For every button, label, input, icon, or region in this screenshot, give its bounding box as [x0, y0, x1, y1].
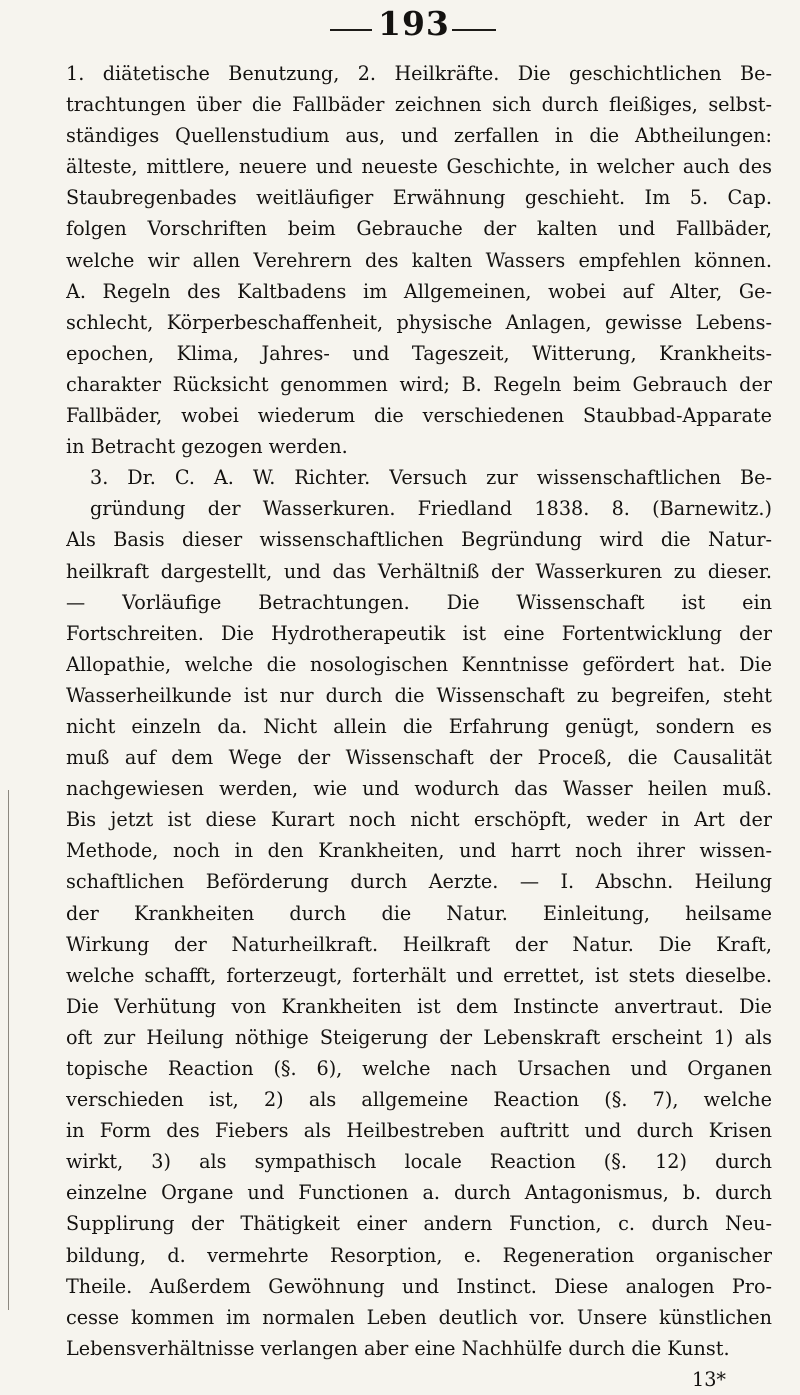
text-line: — Vorläufige Betrachtungen. Die Wissenschaft ist ein: [66, 590, 772, 614]
text-line: schaftlichen Beförderung durch Aerzte. — I. Abschn. Heilung: [66, 870, 772, 894]
text-line: oft zur Heilung nöthige Steigerung der Lebenskraft erscheint 1) als: [66, 1025, 772, 1049]
text-line: einzelne Organe und Functionen a. durch Antagonismus, b. durch: [66, 1181, 772, 1205]
signature-mark: 13*: [691, 1367, 726, 1391]
text-line: Wirkung der Naturheilkraft. Heilkraft der Natur. Die Kraft,: [66, 932, 772, 956]
text-line: Die Verhütung von Krankheiten ist dem Instincte anvertraut. Die: [66, 994, 772, 1018]
body-text: [66, 58, 772, 1395]
text-line: Wasserheilkunde ist nur durch die Wissenschaft zu begreifen, steht: [66, 683, 772, 707]
page-number: 193: [378, 4, 450, 43]
text-line: nachgewiesen werden, wie und wodurch das Wasser heilen muß.: [66, 777, 772, 801]
text-line: charakter Rücksicht genommen wird; B. Regeln beim Gebrauch der: [66, 372, 772, 396]
text-line: trachtungen über die Fallbäder zeichnen sich durch fleißiges, selbst-: [66, 93, 772, 117]
header-rule-left: [330, 29, 372, 31]
text-line: welche wir allen Verehrern des kalten Wassers empfehlen können.: [66, 248, 772, 272]
text-line: Als Basis dieser wissenschaftlichen Begründung wird die Natur-: [66, 528, 772, 552]
text-line: heilkraft dargestellt, und das Verhältniß der Wasserkuren zu dieser.: [66, 559, 772, 583]
text-line: gründung der Wasserkuren. Friedland 1838. 8. (Barnewitz.): [90, 497, 772, 521]
text-line: Bis jetzt ist diese Kurart noch nicht erschöpft, weder in Art der: [66, 808, 772, 832]
text-line: bildung, d. vermehrte Resorption, e. Regeneration organischer: [66, 1243, 772, 1267]
text-line: wirkt, 3) als sympathisch locale Reaction (§. 12) durch: [66, 1150, 772, 1174]
text-line: ständiges Quellenstudium aus, und zerfallen in die Abtheilungen:: [66, 124, 772, 148]
text-line: Theile. Außerdem Gewöhnung und Instinct. Diese analogen Pro-: [66, 1274, 772, 1298]
text-line: muß auf dem Wege der Wissenschaft der Proceß, die Causalität: [66, 746, 772, 770]
text-line: älteste, mittlere, neuere und neueste Geschichte, in welcher auch des: [66, 155, 772, 179]
text-line: welche schafft, forterzeugt, forterhält und errettet, ist stets dieselbe.: [66, 963, 772, 987]
text-line: Lebensverhältnisse verlangen aber eine Nachhülfe durch die Kunst.: [66, 1336, 730, 1360]
text-line: Fortschreiten. Die Hydrotherapeutik ist eine Fortentwicklung der: [66, 621, 772, 645]
text-line: A. Regeln des Kaltbadens im Allgemeinen, wobei auf Alter, Ge-: [66, 279, 772, 303]
text-line: epochen, Klima, Jahres- und Tageszeit, Witterung, Krankheits-: [66, 341, 772, 365]
margin-mark: [8, 790, 9, 1310]
text-line: 3. Dr. C. A. W. Richter. Versuch zur wissenschaftlichen Be-: [90, 466, 772, 490]
header-rule-right: [452, 29, 496, 31]
text-line: 1. diätetische Benutzung, 2. Heilkräfte. Die geschichtlichen Be-: [66, 62, 772, 85]
text-line: schlecht, Körperbeschaffenheit, physische Anlagen, gewisse Lebens-: [66, 310, 772, 334]
text-line: in Form des Fiebers als Heilbestreben auftritt und durch Krisen: [66, 1119, 772, 1143]
text-line: Fallbäder, wobei wiederum die verschiedenen Staubbad-Apparate: [66, 404, 772, 428]
text-line: verschieden ist, 2) als allgemeine Reaction (§. 7), welche: [66, 1088, 772, 1112]
text-line: Allopathie, welche die nosologischen Kenntnisse gefördert hat. Die: [66, 652, 772, 676]
text-line: nicht einzeln da. Nicht allein die Erfahrung genügt, sondern es: [66, 714, 772, 738]
text-line: topische Reaction (§. 6), welche nach Ursachen und Organen: [66, 1057, 772, 1080]
page-header: [0, 4, 800, 48]
text-line: folgen Vorschriften beim Gebrauche der kalten und Fallbäder,: [66, 217, 772, 241]
text-line: der Krankheiten durch die Natur. Einleitung, heilsame: [66, 901, 772, 925]
text-line: in Betracht gezogen werden.: [66, 435, 348, 459]
text-line: cesse kommen im normalen Leben deutlich vor. Unsere künstlichen: [66, 1305, 772, 1329]
text-line: Supplirung der Thätigkeit einer andern Function, c. durch Neu-: [66, 1212, 772, 1236]
text-line: Methode, noch in den Krankheiten, und harrt noch ihrer wissen-: [66, 839, 772, 863]
text-line: Staubregenbades weitläufiger Erwähnung geschieht. Im 5. Cap.: [66, 186, 772, 210]
